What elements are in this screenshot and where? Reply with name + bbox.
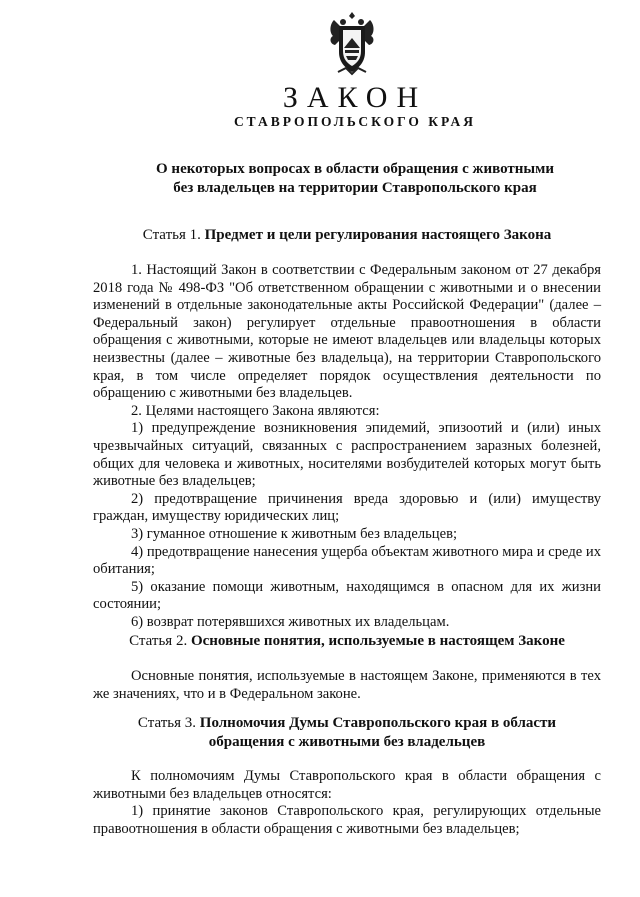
article-1-paragraph: 1) предупреждение возникновения эпидемий, эпизоотий и (или) иных чрезвычайных ситуаций, связанных с распространением заразных болезней, общих для человека и животных, носителями возбудителей которых могут быть животные без владельцев; — [93, 420, 601, 490]
article-1-paragraph: 5) оказание помощи животным, находящимся в опасном для их жизни состоянии; — [93, 578, 601, 613]
document-title — [0, 160, 640, 198]
article-2-name: Основные понятия, используемые в настоящем Законе — [190, 633, 565, 649]
article-2-body — [93, 668, 601, 703]
region-subtitle: СТАВРОПОЛЬСКОГО КРАЯ — [233, 114, 477, 129]
law-title: ЗАКОН — [282, 81, 428, 114]
article-1-paragraph: 1. Настоящий Закон в соответствии с Федеральным законом от 27 декабря 2018 года № 498-ФЗ "Об ответственном обращении с животными и о внесении изменений в отдельные законодательные акты Российской Федерации" (далее – Федеральный закон) регулирует отдельные правоотношения в области обращения с животными, которые не имеют владельцев или владельцы которых неизвестны (далее – животные без владельца), на территории Ставропольского края, в том числе определяет порядок осуществления деятельности по обращению с животными без владельцев. — [93, 262, 601, 402]
article-3-paragraph: 1) принятие законов Ставропольского края, регулирующих отдельные правоотношения в области обращения с животными без владельцев; — [93, 803, 601, 837]
article-3-name-line2: обращения с животными без владельцев — [208, 734, 486, 750]
article-3-paragraph: К полномочиям Думы Ставропольского края в области обращения с животными без владельцев относятся: — [93, 768, 601, 802]
article-3-name-line1: Полномочия Думы Ставропольского края в области — [199, 715, 557, 731]
article-1-paragraph: 6) возврат потерявшихся животных их владельцам. — [131, 613, 450, 630]
coat-of-arms-icon — [326, 10, 378, 76]
article-2-paragraph: Основные понятия, используемые в настоящем Законе, применяются в тех же значениях, что и в Федеральном законе. — [93, 668, 601, 702]
article-2-heading — [93, 632, 601, 651]
article-1-number: Статья 1. — [142, 227, 201, 243]
document-title-line2: без владельцев на территории Ставропольского края — [173, 180, 537, 196]
article-3-number: Статья 3. — [137, 715, 197, 731]
article-3-body — [93, 768, 601, 838]
article-1-body — [93, 262, 601, 631]
article-1-paragraph: 4) предотвращение нанесения ущерба объектам животного мира и среде их обитания; — [93, 543, 601, 578]
article-2-number: Статья 2. — [129, 633, 188, 649]
document-title-line1: О некоторых вопросах в области обращения с животными — [156, 161, 554, 177]
article-1-name: Предмет и цели регулирования настоящего Закона — [204, 227, 552, 243]
article-1-heading — [93, 226, 601, 245]
article-3-heading — [93, 714, 601, 752]
article-1-paragraph: 2) предотвращение причинения вреда здоровью и (или) имуществу граждан, имуществу юридических лиц; — [93, 490, 601, 525]
article-1-paragraph: 3) гуманное отношение к животным без владельцев; — [131, 525, 458, 542]
article-1-paragraph: 2. Целями настоящего Закона являются: — [131, 402, 380, 419]
